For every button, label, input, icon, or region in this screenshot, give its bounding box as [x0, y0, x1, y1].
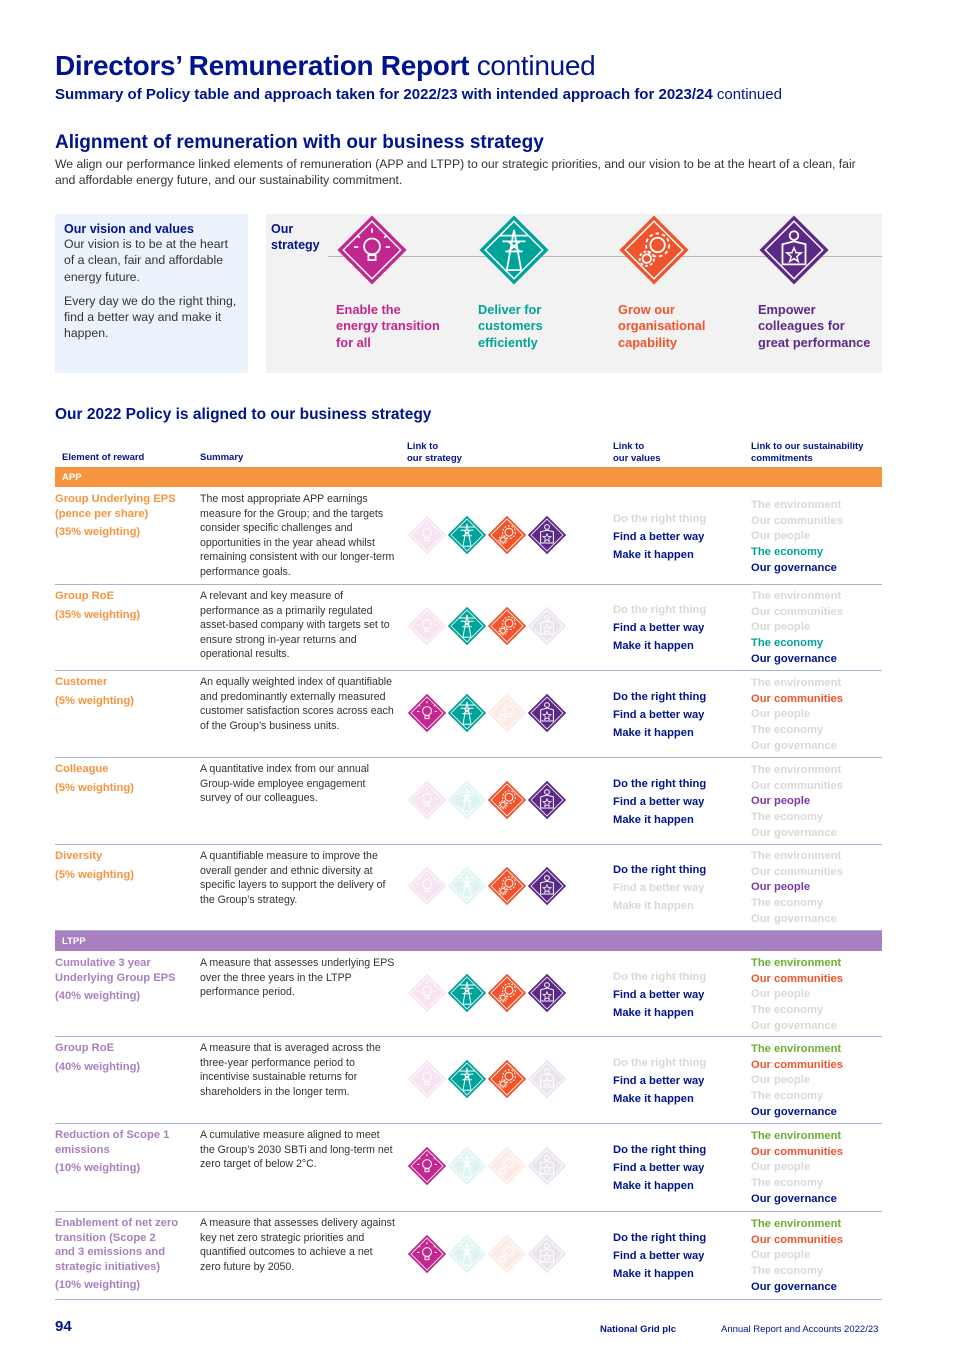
- person-star-icon: [527, 1234, 567, 1274]
- value-item: Find a better way: [613, 1075, 705, 1087]
- sustainability-item: Our people: [751, 988, 811, 1001]
- strategy-panel: [266, 214, 882, 373]
- pylon-icon: [447, 515, 487, 555]
- sustainability-item: The environment: [751, 957, 842, 969]
- strategy-links: [407, 693, 567, 733]
- values-links: [613, 510, 706, 564]
- table-row: [55, 1037, 882, 1124]
- gears-icon: [487, 1146, 527, 1186]
- sustainability-links: [751, 589, 843, 668]
- element-of-reward: Group Underlying EPS (pence per share) (35% weighting): [55, 492, 190, 540]
- value-item: Do the right thing: [613, 604, 707, 616]
- value-item: Make it happen: [613, 1007, 694, 1019]
- person-star-icon: [527, 1059, 567, 1099]
- value-item: Find a better way: [613, 989, 705, 1001]
- strategy-pylon-icon: [478, 214, 550, 286]
- lightbulb-icon: [407, 606, 447, 646]
- sustainability-item: The economy: [751, 897, 824, 910]
- weighting: (35% weighting): [55, 608, 141, 621]
- sustainability-links: [751, 498, 843, 577]
- lightbulb-icon: [407, 1146, 447, 1186]
- gears-icon: [487, 1234, 527, 1274]
- pylon-icon: [447, 1146, 487, 1186]
- element-of-reward: Cumulative 3 year Underlying Group EPS (40% weighting): [55, 956, 190, 1004]
- lightbulb-icon: [407, 515, 447, 555]
- sustainability-item: Our communities: [751, 1145, 844, 1158]
- strategy-links: [407, 515, 567, 555]
- value-item: Make it happen: [613, 1268, 694, 1280]
- strategy-label-1: Enable the energy transition for all: [336, 302, 440, 350]
- summary-text: An equally weighted index of quantifiable and predominantly externally measured customer satisfaction scores across each of the Group’s business units.: [200, 676, 394, 732]
- lightbulb-icon: [407, 866, 447, 906]
- alignment-intro: We align our performance linked elements of remuneration (APP and LTPP) to our strategic priorities, and our vision to be at the heart of a clean, fair and affordable energy future, and our sustainability commitment.: [55, 157, 856, 187]
- weighting: (5% weighting): [55, 694, 134, 707]
- lightbulb-icon: [407, 693, 447, 733]
- element-of-reward: Group RoE (35% weighting): [55, 589, 190, 622]
- strategy-label-3: Grow our organisational capability: [618, 302, 706, 350]
- page-number: 94: [55, 1318, 72, 1335]
- sustainability-item: Our people: [751, 530, 811, 543]
- strategy-links: [407, 973, 567, 1013]
- sustainability-item: The economy: [751, 811, 824, 824]
- sustainability-item: Our communities: [751, 1058, 844, 1071]
- sustainability-links: [751, 763, 843, 842]
- person-star-icon: [527, 1146, 567, 1186]
- sustainability-item: Our governance: [751, 739, 837, 752]
- value-item: Find a better way: [613, 1250, 705, 1262]
- value-item: Make it happen: [613, 1180, 694, 1192]
- weighting: (40% weighting): [55, 1060, 141, 1073]
- element-of-reward: Reduction of Scope 1 emissions (10% weighting): [55, 1128, 190, 1176]
- value-item: Do the right thing: [613, 1144, 707, 1156]
- pylon-icon: [447, 780, 487, 820]
- element-of-reward: Diversity (5% weighting): [55, 849, 190, 882]
- summary-text: A measure that is averaged across the three-year performance period to incentivise sustainable returns for shareholders in the longer term.: [200, 1042, 381, 1098]
- value-item: Make it happen: [613, 727, 694, 739]
- page-subtitle: Summary of Policy table and approach taken for 2022/23 with intended approach for 2023/24 continued: [55, 86, 782, 103]
- lightbulb-icon: [407, 1234, 447, 1274]
- sustainability-item: Our communities: [751, 1233, 844, 1246]
- weighting: (10% weighting): [55, 1279, 141, 1291]
- element-of-reward: Customer (5% weighting): [55, 675, 190, 708]
- value-item: Do the right thing: [613, 1057, 707, 1069]
- sustainability-item: Our governance: [751, 826, 837, 839]
- summary-text: A measure that assesses delivery against key net zero strategic priorities and quantified outcomes to achieve a net zero future by 2050.: [200, 1217, 395, 1273]
- pylon-icon: [447, 606, 487, 646]
- values-links: [613, 601, 706, 655]
- table-row: [55, 585, 882, 671]
- sustainability-item: The economy: [751, 637, 824, 650]
- sustainability-item: Our people: [751, 621, 811, 634]
- pylon-icon: [447, 866, 487, 906]
- person-star-icon: [527, 606, 567, 646]
- value-item: Make it happen: [613, 1093, 694, 1105]
- strategy-links: [407, 780, 567, 820]
- sustainability-item: Our governance: [751, 1019, 837, 1032]
- strategy-links: [407, 866, 567, 906]
- strategy-label-2: Deliver for customers efficiently: [478, 302, 543, 350]
- table-row: [55, 1212, 882, 1300]
- sustainability-item: Our governance: [751, 652, 837, 665]
- sustainability-item: The environment: [751, 1043, 842, 1055]
- gears-icon: [487, 780, 527, 820]
- vision-values-box: [55, 214, 248, 373]
- sustainability-item: Our communities: [751, 779, 844, 792]
- gears-icon: [487, 866, 527, 906]
- sustainability-item: The environment: [751, 764, 842, 776]
- value-item: Find a better way: [613, 796, 705, 808]
- values-links: [613, 1141, 706, 1195]
- col-head-sustainability: Link to our sustainability commitments: [751, 441, 864, 464]
- sustainability-item: Our people: [751, 1249, 811, 1262]
- strategy-label-4: Empower colleagues for great performance: [758, 302, 871, 350]
- footer-company: National Grid plc: [600, 1324, 677, 1335]
- strategy-person-star-icon: [758, 214, 830, 286]
- sustainability-item: The economy: [751, 724, 824, 737]
- person-star-icon: [527, 693, 567, 733]
- person-star-icon: [527, 515, 567, 555]
- value-item: Do the right thing: [613, 971, 707, 983]
- sustainability-item: Our communities: [751, 972, 844, 985]
- summary-text: The most appropriate APP earnings measure for the Group; and the targets consider specific challenges and opportunities in the year ahead whilst remaining consistent with our longer-term performance goals.: [200, 493, 395, 578]
- table-row: [55, 1124, 882, 1212]
- value-item: Make it happen: [613, 549, 694, 561]
- weighting: (35% weighting): [55, 526, 141, 538]
- value-item: Do the right thing: [613, 691, 707, 703]
- summary-text: A cumulative measure aligned to meet the Group’s 2030 SBTi and long-term net zero target of below 2°C.: [200, 1129, 393, 1170]
- sustainability-item: The environment: [751, 850, 842, 862]
- sustainability-item: Our governance: [751, 1105, 837, 1118]
- sustainability-item: Our governance: [751, 1192, 837, 1205]
- table-row: [55, 845, 882, 931]
- summary-text: A relevant and key measure of performance as a primarily regulated asset-based company with targets set to ensure strong in-year returns and operational results.: [200, 590, 390, 660]
- alignment-heading: Alignment of remuneration with our business strategy: [55, 132, 544, 153]
- sustainability-item: Our people: [751, 1074, 811, 1087]
- sustainability-item: Our governance: [751, 912, 837, 925]
- sustainability-item: The economy: [751, 1090, 824, 1103]
- page-title: Directors’ Remuneration Report continued: [55, 50, 596, 81]
- value-item: Find a better way: [613, 622, 705, 634]
- strategy-lightbulb-icon: [336, 214, 408, 286]
- gears-icon: [487, 606, 527, 646]
- summary-text: A quantitative index from our annual Group-wide employee engagement survey of our colleagues.: [200, 763, 370, 804]
- values-links: [613, 775, 706, 829]
- values-links: [613, 1054, 706, 1108]
- sustainability-item: The economy: [751, 1265, 824, 1278]
- value-item: Do the right thing: [613, 864, 707, 876]
- element-of-reward: Colleague (5% weighting): [55, 762, 190, 795]
- values-links: [613, 968, 706, 1022]
- gears-icon: [487, 973, 527, 1013]
- element-of-reward: Enablement of net zero transition (Scope 2 and 3 emissions and strategic initiatives) (10% weighting): [55, 1216, 190, 1293]
- sustainability-links: [751, 676, 843, 755]
- lightbulb-icon: [407, 1059, 447, 1099]
- value-item: Find a better way: [613, 531, 705, 543]
- sustainability-links: [751, 1042, 843, 1121]
- value-item: Find a better way: [613, 882, 705, 894]
- pylon-icon: [447, 1234, 487, 1274]
- gears-icon: [487, 1059, 527, 1099]
- strategy-links: [407, 606, 567, 646]
- table-row: [55, 488, 882, 585]
- values-text: Every day we do the right thing, find a better way and make it happen.: [64, 293, 237, 341]
- table-row: [55, 671, 882, 758]
- values-links: [613, 1229, 706, 1283]
- col-head-values: Link to our values: [613, 441, 661, 464]
- col-head-summary: Summary: [200, 452, 244, 463]
- value-item: Make it happen: [613, 640, 694, 652]
- footer-report-title: Annual Report and Accounts 2022/23: [721, 1324, 879, 1335]
- weighting: (40% weighting): [55, 990, 141, 1002]
- sustainability-item: Our communities: [751, 605, 844, 618]
- sustainability-item: The environment: [751, 1218, 842, 1230]
- sustainability-links: [751, 1129, 843, 1208]
- value-item: Find a better way: [613, 709, 705, 721]
- policy-heading: Our 2022 Policy is aligned to our business strategy: [55, 406, 432, 423]
- pylon-icon: [447, 973, 487, 1013]
- value-item: Do the right thing: [613, 1232, 707, 1244]
- sustainability-item: The economy: [751, 1004, 824, 1017]
- person-star-icon: [527, 780, 567, 820]
- sustainability-item: Our communities: [751, 692, 844, 705]
- table-row: [55, 952, 882, 1037]
- weighting: (5% weighting): [55, 781, 134, 794]
- value-item: Do the right thing: [613, 513, 707, 525]
- lightbulb-icon: [407, 780, 447, 820]
- pylon-icon: [447, 1059, 487, 1099]
- sustainability-item: Our people: [751, 795, 811, 808]
- weighting: (10% weighting): [55, 1162, 141, 1174]
- pylon-icon: [447, 693, 487, 733]
- sustainability-item: Our communities: [751, 514, 844, 527]
- sustainability-item: The environment: [751, 499, 842, 511]
- sustainability-links: [751, 849, 843, 928]
- value-item: Do the right thing: [613, 778, 707, 790]
- sustainability-links: [751, 1217, 843, 1296]
- vision-title: Our vision and values: [64, 222, 194, 236]
- sustainability-item: Our people: [751, 881, 811, 894]
- person-star-icon: [527, 973, 567, 1013]
- sustainability-item: The environment: [751, 1130, 842, 1142]
- strategy-gears-icon: [618, 214, 690, 286]
- strategy-label: Our strategy: [271, 222, 320, 252]
- person-star-icon: [527, 866, 567, 906]
- sustainability-item: The environment: [751, 677, 842, 689]
- sustainability-item: The environment: [751, 590, 842, 602]
- sustainability-item: Our governance: [751, 561, 837, 574]
- sustainability-item: Our people: [751, 708, 811, 721]
- summary-text: A measure that assesses underlying EPS over the three years in the LTPP performance period.: [200, 957, 395, 998]
- gears-icon: [487, 693, 527, 733]
- strategy-links: [407, 1146, 567, 1186]
- sustainability-links: [751, 956, 843, 1035]
- sustainability-item: Our governance: [751, 1280, 837, 1293]
- sustainability-item: Our communities: [751, 865, 844, 878]
- lightbulb-icon: [407, 973, 447, 1013]
- element-of-reward: Group RoE (40% weighting): [55, 1041, 190, 1074]
- values-links: [613, 688, 706, 742]
- strategy-links: [407, 1234, 567, 1274]
- band-ltpp: LTPP: [55, 931, 882, 951]
- value-item: Find a better way: [613, 1162, 705, 1174]
- band-app: APP: [55, 467, 882, 487]
- vision-text: Our vision is to be at the heart of a clean, fair and affordable energy future.: [64, 237, 229, 284]
- weighting: (5% weighting): [55, 868, 134, 881]
- gears-icon: [487, 515, 527, 555]
- col-head-strategy: Link to our strategy: [407, 441, 462, 464]
- values-links: [613, 861, 706, 915]
- col-head-element: Element of reward: [62, 452, 145, 463]
- table-row: [55, 758, 882, 845]
- sustainability-item: The economy: [751, 546, 824, 559]
- sustainability-item: The economy: [751, 1177, 824, 1190]
- strategy-links: [407, 1059, 567, 1099]
- value-item: Make it happen: [613, 814, 694, 826]
- value-item: Make it happen: [613, 900, 694, 912]
- summary-text: A quantifiable measure to improve the overall gender and ethnic diversity at specific layers to support the delivery of the Group’s strategy.: [200, 850, 386, 906]
- sustainability-item: Our people: [751, 1161, 811, 1174]
